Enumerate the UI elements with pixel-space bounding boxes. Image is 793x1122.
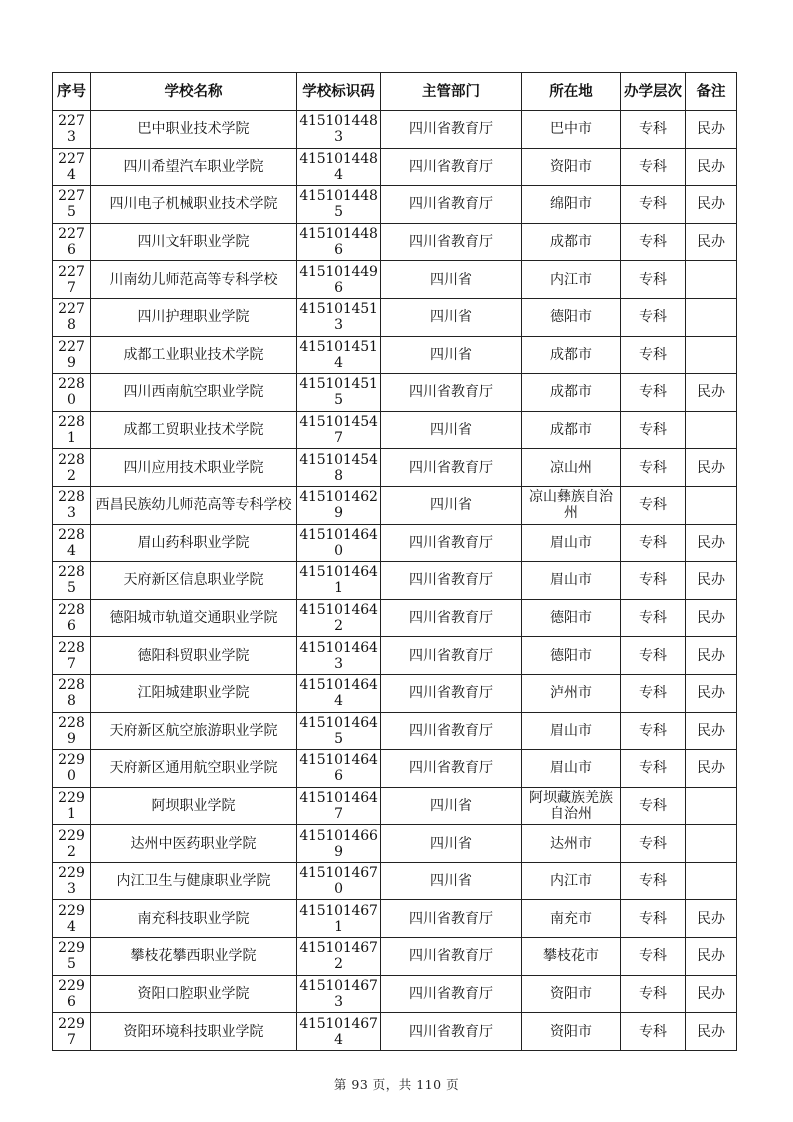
cell-seq: 2290: [53, 750, 91, 788]
cell-school-code: 4151014670: [297, 862, 381, 900]
table-row: [53, 674, 737, 712]
cell-remark: 民办: [686, 524, 737, 562]
cell-seq: 2282: [53, 449, 91, 487]
cell-remark: [686, 298, 737, 336]
cell-school-name: 四川希望汽车职业学院: [91, 148, 297, 186]
table-row: [53, 298, 737, 336]
cell-seq: 2284: [53, 524, 91, 562]
cell-school-name: 南充科技职业学院: [91, 900, 297, 938]
cell-seq: 2288: [53, 674, 91, 712]
cell-school-name: 成都工业职业技术学院: [91, 336, 297, 374]
cell-school-code: 4151014643: [297, 637, 381, 675]
cell-seq: 2296: [53, 975, 91, 1013]
cell-school-code: 4151014548: [297, 449, 381, 487]
cell-seq: 2295: [53, 938, 91, 976]
cell-level: 专科: [621, 186, 686, 224]
cell-school-code: 4151014496: [297, 261, 381, 299]
header-location: 所在地: [522, 73, 621, 111]
cell-level: 专科: [621, 486, 686, 524]
table-row: [53, 336, 737, 374]
cell-seq: 2287: [53, 637, 91, 675]
cell-remark: 民办: [686, 186, 737, 224]
cell-remark: [686, 411, 737, 449]
cell-remark: 民办: [686, 750, 737, 788]
cell-department: 四川省教育厅: [381, 599, 522, 637]
cell-school-name: 资阳环境科技职业学院: [91, 1013, 297, 1051]
table-body: [53, 111, 737, 1051]
cell-department: 四川省: [381, 486, 522, 524]
cell-school-name: 四川文轩职业学院: [91, 223, 297, 261]
cell-department: 四川省教育厅: [381, 186, 522, 224]
cell-location: 攀枝花市: [522, 938, 621, 976]
cell-school-code: 4151014673: [297, 975, 381, 1013]
cell-level: 专科: [621, 900, 686, 938]
cell-department: 四川省教育厅: [381, 111, 522, 149]
cell-remark: [686, 486, 737, 524]
table-row: [53, 186, 737, 224]
header-school-code: 学校标识码: [297, 73, 381, 111]
cell-seq: 2280: [53, 374, 91, 412]
cell-department: 四川省: [381, 261, 522, 299]
cell-location: 凉山彝族自治州: [522, 486, 621, 524]
cell-school-code: 4151014647: [297, 787, 381, 825]
cell-department: 四川省教育厅: [381, 1013, 522, 1051]
cell-remark: 民办: [686, 562, 737, 600]
cell-department: 四川省教育厅: [381, 524, 522, 562]
cell-school-code: 4151014514: [297, 336, 381, 374]
table-row: [53, 712, 737, 750]
table-row: [53, 862, 737, 900]
cell-location: 资阳市: [522, 1013, 621, 1051]
header-row: [53, 73, 737, 111]
cell-school-code: 4151014674: [297, 1013, 381, 1051]
cell-seq: 2279: [53, 336, 91, 374]
cell-seq: 2274: [53, 148, 91, 186]
cell-seq: 2286: [53, 599, 91, 637]
table-row: [53, 750, 737, 788]
table-header: [53, 73, 737, 111]
cell-level: 专科: [621, 524, 686, 562]
table-row: [53, 374, 737, 412]
cell-department: 四川省教育厅: [381, 975, 522, 1013]
cell-remark: [686, 825, 737, 863]
table-row: [53, 411, 737, 449]
cell-school-code: 4151014484: [297, 148, 381, 186]
table-row: [53, 825, 737, 863]
cell-school-name: 德阳城市轨道交通职业学院: [91, 599, 297, 637]
cell-department: 四川省: [381, 825, 522, 863]
table-row: [53, 787, 737, 825]
cell-department: 四川省教育厅: [381, 148, 522, 186]
cell-school-name: 达州中医药职业学院: [91, 825, 297, 863]
cell-department: 四川省教育厅: [381, 449, 522, 487]
cell-department: 四川省: [381, 298, 522, 336]
cell-location: 眉山市: [522, 712, 621, 750]
cell-seq: 2273: [53, 111, 91, 149]
cell-school-code: 4151014485: [297, 186, 381, 224]
cell-seq: 2293: [53, 862, 91, 900]
cell-location: 内江市: [522, 261, 621, 299]
cell-department: 四川省教育厅: [381, 223, 522, 261]
cell-remark: [686, 336, 737, 374]
cell-school-code: 4151014486: [297, 223, 381, 261]
cell-location: 眉山市: [522, 750, 621, 788]
cell-school-name: 攀枝花攀西职业学院: [91, 938, 297, 976]
cell-remark: [686, 787, 737, 825]
cell-school-code: 4151014669: [297, 825, 381, 863]
cell-school-name: 江阳城建职业学院: [91, 674, 297, 712]
cell-level: 专科: [621, 562, 686, 600]
cell-location: 阿坝藏族羌族自治州: [522, 787, 621, 825]
cell-seq: 2285: [53, 562, 91, 600]
cell-location: 资阳市: [522, 975, 621, 1013]
cell-remark: 民办: [686, 637, 737, 675]
cell-department: 四川省教育厅: [381, 712, 522, 750]
table-row: [53, 148, 737, 186]
cell-level: 专科: [621, 674, 686, 712]
cell-department: 四川省教育厅: [381, 562, 522, 600]
cell-remark: 民办: [686, 223, 737, 261]
table-row: [53, 449, 737, 487]
cell-level: 专科: [621, 298, 686, 336]
table-row: [53, 900, 737, 938]
cell-school-code: 4151014645: [297, 712, 381, 750]
table-row: [53, 486, 737, 524]
cell-school-code: 4151014671: [297, 900, 381, 938]
cell-remark: 民办: [686, 712, 737, 750]
cell-school-name: 阿坝职业学院: [91, 787, 297, 825]
cell-level: 专科: [621, 637, 686, 675]
cell-school-code: 4151014641: [297, 562, 381, 600]
cell-remark: 民办: [686, 599, 737, 637]
cell-level: 专科: [621, 938, 686, 976]
cell-seq: 2294: [53, 900, 91, 938]
table-row: [53, 1013, 737, 1051]
cell-school-name: 四川电子机械职业技术学院: [91, 186, 297, 224]
cell-location: 德阳市: [522, 637, 621, 675]
table-row: [53, 223, 737, 261]
cell-location: 资阳市: [522, 148, 621, 186]
cell-location: 达州市: [522, 825, 621, 863]
cell-school-code: 4151014483: [297, 111, 381, 149]
cell-location: 眉山市: [522, 562, 621, 600]
school-list-table: [52, 72, 737, 1051]
page-footer: 第 93 页，共 110 页: [333, 1077, 460, 1092]
cell-seq: 2278: [53, 298, 91, 336]
cell-remark: 民办: [686, 1013, 737, 1051]
cell-school-name: 德阳科贸职业学院: [91, 637, 297, 675]
cell-seq: 2297: [53, 1013, 91, 1051]
cell-level: 专科: [621, 111, 686, 149]
cell-remark: [686, 261, 737, 299]
cell-location: 巴中市: [522, 111, 621, 149]
cell-school-name: 天府新区通用航空职业学院: [91, 750, 297, 788]
cell-department: 四川省教育厅: [381, 674, 522, 712]
cell-seq: 2292: [53, 825, 91, 863]
cell-level: 专科: [621, 750, 686, 788]
cell-seq: 2275: [53, 186, 91, 224]
cell-remark: 民办: [686, 148, 737, 186]
cell-location: 成都市: [522, 336, 621, 374]
cell-remark: 民办: [686, 374, 737, 412]
cell-school-name: 天府新区信息职业学院: [91, 562, 297, 600]
cell-level: 专科: [621, 712, 686, 750]
cell-remark: 民办: [686, 900, 737, 938]
cell-level: 专科: [621, 223, 686, 261]
cell-seq: 2283: [53, 486, 91, 524]
table-row: [53, 938, 737, 976]
cell-department: 四川省教育厅: [381, 637, 522, 675]
cell-department: 四川省: [381, 787, 522, 825]
cell-level: 专科: [621, 787, 686, 825]
header-remark: 备注: [686, 73, 737, 111]
table-row: [53, 111, 737, 149]
cell-location: 内江市: [522, 862, 621, 900]
cell-seq: 2276: [53, 223, 91, 261]
cell-location: 眉山市: [522, 524, 621, 562]
cell-remark: 民办: [686, 111, 737, 149]
cell-school-name: 巴中职业技术学院: [91, 111, 297, 149]
cell-location: 绵阳市: [522, 186, 621, 224]
cell-school-name: 眉山药科职业学院: [91, 524, 297, 562]
cell-location: 成都市: [522, 223, 621, 261]
header-seq: 序号: [53, 73, 91, 111]
table-row: [53, 637, 737, 675]
cell-school-code: 4151014646: [297, 750, 381, 788]
cell-school-code: 4151014642: [297, 599, 381, 637]
cell-school-code: 4151014672: [297, 938, 381, 976]
cell-department: 四川省教育厅: [381, 938, 522, 976]
cell-department: 四川省教育厅: [381, 374, 522, 412]
cell-level: 专科: [621, 1013, 686, 1051]
cell-level: 专科: [621, 411, 686, 449]
cell-remark: 民办: [686, 938, 737, 976]
cell-school-code: 4151014547: [297, 411, 381, 449]
cell-level: 专科: [621, 599, 686, 637]
cell-department: 四川省教育厅: [381, 750, 522, 788]
cell-location: 成都市: [522, 411, 621, 449]
cell-seq: 2289: [53, 712, 91, 750]
cell-seq: 2281: [53, 411, 91, 449]
cell-school-name: 川南幼儿师范高等专科学校: [91, 261, 297, 299]
cell-remark: 民办: [686, 449, 737, 487]
table-row: [53, 599, 737, 637]
cell-school-name: 资阳口腔职业学院: [91, 975, 297, 1013]
cell-level: 专科: [621, 825, 686, 863]
cell-school-name: 四川护理职业学院: [91, 298, 297, 336]
cell-department: 四川省: [381, 336, 522, 374]
cell-department: 四川省教育厅: [381, 900, 522, 938]
cell-department: 四川省: [381, 862, 522, 900]
cell-level: 专科: [621, 975, 686, 1013]
table-row: [53, 562, 737, 600]
cell-seq: 2277: [53, 261, 91, 299]
table-row: [53, 261, 737, 299]
table-row: [53, 975, 737, 1013]
cell-location: 成都市: [522, 374, 621, 412]
cell-level: 专科: [621, 374, 686, 412]
cell-school-code: 4151014515: [297, 374, 381, 412]
cell-school-code: 4151014644: [297, 674, 381, 712]
cell-remark: 民办: [686, 975, 737, 1013]
cell-school-name: 四川应用技术职业学院: [91, 449, 297, 487]
header-department: 主管部门: [381, 73, 522, 111]
cell-location: 德阳市: [522, 298, 621, 336]
cell-seq: 2291: [53, 787, 91, 825]
cell-level: 专科: [621, 336, 686, 374]
cell-school-name: 四川西南航空职业学院: [91, 374, 297, 412]
cell-school-name: 成都工贸职业技术学院: [91, 411, 297, 449]
cell-location: 泸州市: [522, 674, 621, 712]
cell-location: 南充市: [522, 900, 621, 938]
cell-level: 专科: [621, 261, 686, 299]
cell-school-code: 4151014513: [297, 298, 381, 336]
cell-school-code: 4151014629: [297, 486, 381, 524]
cell-school-code: 4151014640: [297, 524, 381, 562]
cell-school-name: 西昌民族幼儿师范高等专科学校: [91, 486, 297, 524]
cell-location: 凉山州: [522, 449, 621, 487]
cell-level: 专科: [621, 449, 686, 487]
cell-school-name: 内江卫生与健康职业学院: [91, 862, 297, 900]
header-level: 办学层次: [621, 73, 686, 111]
cell-remark: [686, 862, 737, 900]
cell-department: 四川省: [381, 411, 522, 449]
cell-location: 德阳市: [522, 599, 621, 637]
cell-school-name: 天府新区航空旅游职业学院: [91, 712, 297, 750]
table-row: [53, 524, 737, 562]
header-school-name: 学校名称: [91, 73, 297, 111]
cell-level: 专科: [621, 148, 686, 186]
cell-level: 专科: [621, 862, 686, 900]
cell-remark: 民办: [686, 674, 737, 712]
